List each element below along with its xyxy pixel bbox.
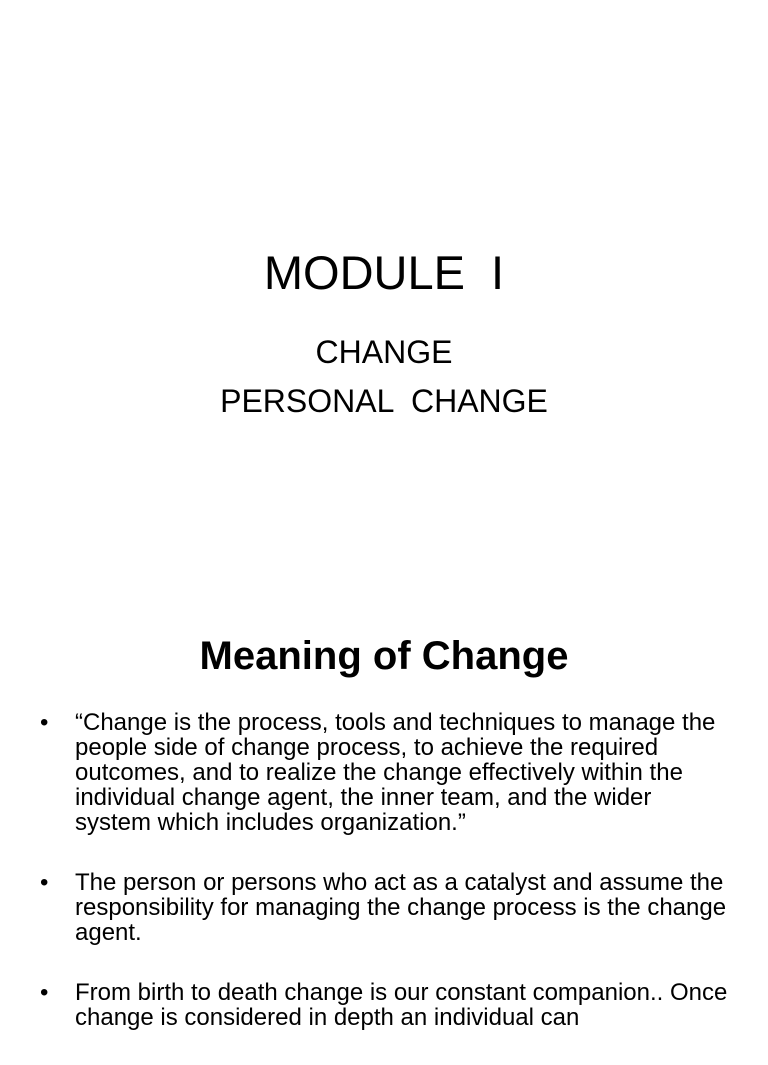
bullet-icon: • xyxy=(40,869,49,896)
bullet-list xyxy=(40,710,730,1065)
subtitle-change: CHANGE xyxy=(315,334,453,370)
module-title: MODULE I xyxy=(263,246,505,300)
bullet-icon: • xyxy=(40,709,49,736)
bullet-item xyxy=(40,710,730,835)
bullet-icon: • xyxy=(40,979,49,1006)
section-heading: Meaning of Change xyxy=(199,634,569,679)
bullet-text: The person or persons who act as a catalyst and assume the responsibility for managing the change process is the change agent. xyxy=(75,869,727,946)
subtitle-personal-change: PERSONAL CHANGE xyxy=(220,383,548,419)
bullet-item xyxy=(40,870,730,945)
bullet-text: From birth to death change is our constant companion.. Once change is considered in depth an individual can xyxy=(75,979,728,1031)
bullet-text: “Change is the process, tools and techniques to manage the people side of change process, to achieve the required outcomes, and to realize the change effectively within the individual change agent, the inner team, and the wider system which includes organization.” xyxy=(75,709,716,836)
bullet-item xyxy=(40,980,730,1030)
